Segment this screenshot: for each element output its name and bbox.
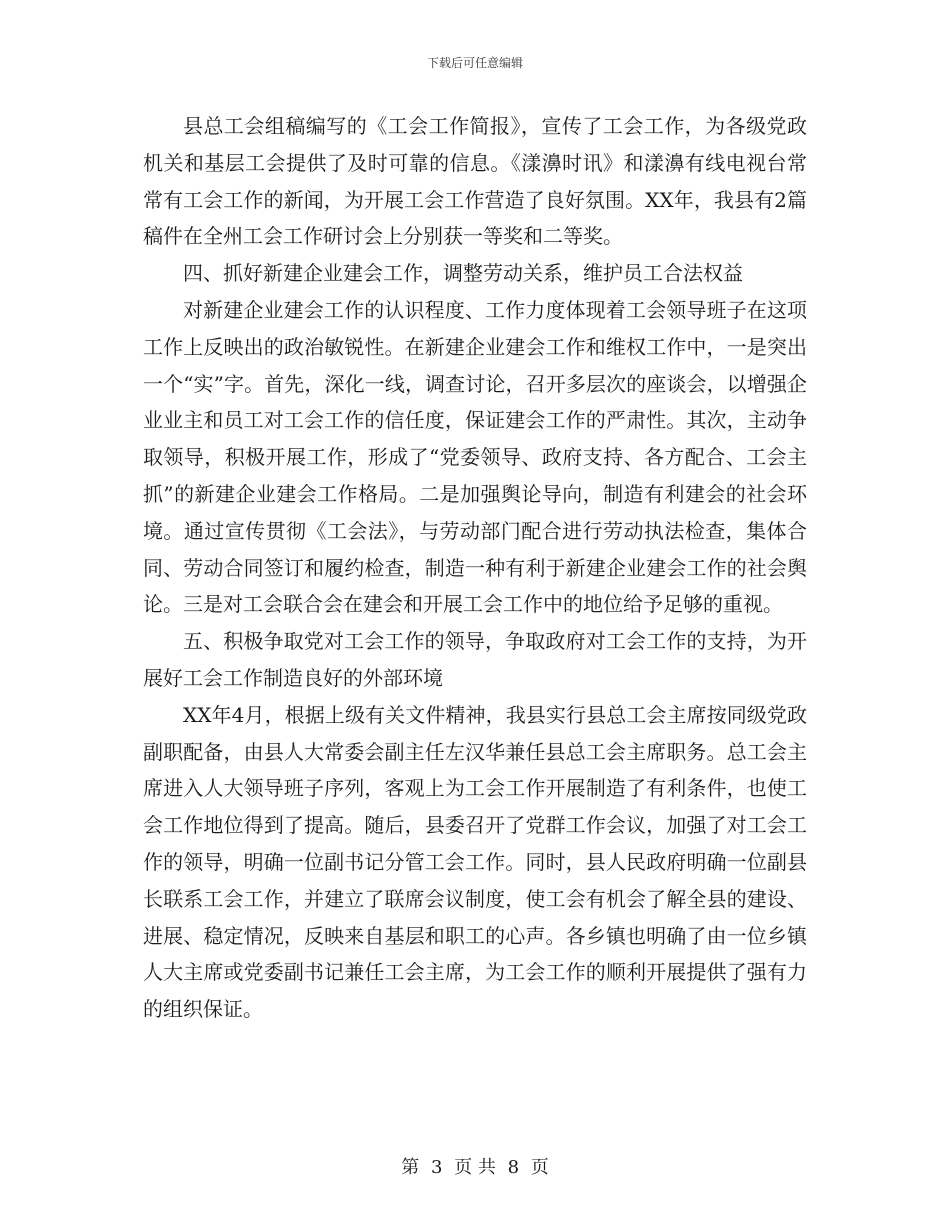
document-body [143, 108, 807, 1028]
paragraph-newsletter: 县总工会组稿编写的《工会工作简报》，宣传了工会工作，为各级党政机关和基层工会提供了及时可靠的信息。《漾濞时讯》和漾濞有线电视台常常有工会工作的新闻，为开展工会工作营造了良好氛围。XX年，我县有2篇稿件在全州工会工作研讨会上分别获一等奖和二等奖。 [143, 114, 807, 249]
page-mid: 页 共 [454, 1157, 496, 1178]
paragraph-party-leadership: XX年4月，根据上级有关文件精神，我县实行县总工会主席按同级党政副职配备，由县人大常委会副主任左汉华兼任县总工会主席职务。总工会主席进入人大领导班子序列，客观上为工会工作开展制造了有利条件，也使工会工作地位得到了提高。随后，县委召开了党群工作会议，加强了对工会工作的领导，明确一位副书记分管工会工作。同时，县人民政府明确一位副县长联系工会工作，并建立了联席会议制度，使工会有机会了解全县的建设、进展、稳定情况，反映来自基层和职工的心声。各乡镇也明确了由一位乡镇人大主席或党委副书记兼任工会主席，为工会工作的顺利开展提供了强有力的组织保证。 [143, 702, 807, 1022]
current-page-number: 3 [430, 1157, 443, 1178]
page-header-note: 下载后可任意编辑 [426, 56, 523, 70]
section-heading-four: 四、抓好新建企业建会工作，调整劳动关系，维护员工合法权益 [183, 261, 743, 286]
page-footer [0, 1153, 950, 1179]
page-suffix: 页 [530, 1157, 549, 1178]
page-prefix: 第 [401, 1157, 420, 1178]
section-heading-five: 五、积极争取党对工会工作的领导，争取政府对工会工作的支持，为开展好工会工作制造良好的外部环境 [143, 629, 807, 690]
total-pages-number: 8 [507, 1157, 520, 1178]
paragraph-new-enterprise-union: 对新建企业建会工作的认识程度、工作力度体现着工会领导班子在这项工作上反映出的政治敏锐性。在新建企业建会工作和维权工作中，一是突出一个“实”字。首先，深化一线，调查讨论，召开多层次的座谈会，以增强企业业主和员工对工会工作的信任度，保证建会工作的严肃性。其次，主动争取领导，积极开展工作，形成了“党委领导、政府支持、各方配合、工会主抓”的新建企业建会工作格局。二是加强舆论导向，制造有利建会的社会环境。通过宣传贯彻《工会法》，与劳动部门配合进行劳动执法检查，集体合同、劳动合同签订和履约检查，制造一种有利于新建企业建会工作的社会舆论。三是对工会联合会在建会和开展工会工作中的地位给予足够的重视。 [143, 297, 807, 617]
